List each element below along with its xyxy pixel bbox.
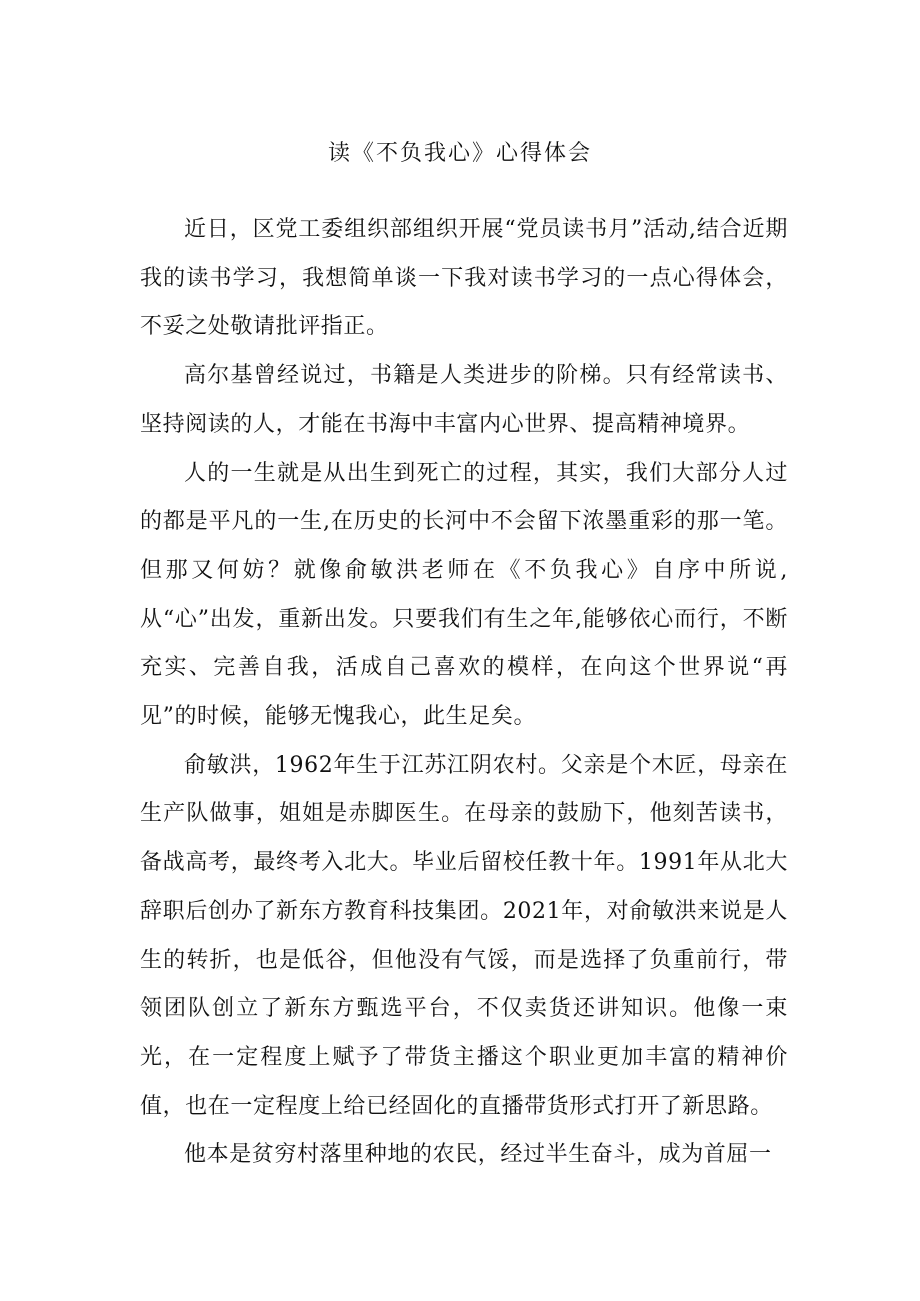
document-body [140,206,788,1180]
paragraph-farmer-origin: 他本是贫穷村落里种地的农民，经过半生奋斗，成为首屈一 [184,1142,772,1168]
paragraph-reading-month: 近日，区党工委组织部组织开展“党员读书月”活动,结合近期我的读书学习，我想简单谈一下我对读书学习的一点心得体会，不妥之处敬请批评指正。 [140,217,788,340]
paragraph-ordinary-life: 人的一生就是从出生到死亡的过程，其实，我们大部分人过的都是平凡的一生,在历史的长河中不会留下浓墨重彩的那一笔。但那又何妨？就像俞敏洪老师在《不负我心》自序中所说,从“心”出发，重新出发。只要我们有生之年,能够依心而行，不断充实、完善自我，活成自己喜欢的模样，在向这个世界说“再见”的时候，能够无愧我心，此生足矣。 [140,460,788,730]
paragraph-yu-minhong-bio: 俞敏洪，1962年生于江苏江阴农村。父亲是个木匠，母亲在生产队做事，姐姐是赤脚医生。在母亲的鼓励下，他刻苦读书，备战高考，最终考入北大。毕业后留校任教十年。1991年从北大辞职后创办了新东方教育科技集团。2021年，对俞敏洪来说是人生的转折，也是低谷，但他没有气馁，而是选择了负重前行，带领团队创立了新东方甄选平台，不仅卖货还讲知识。他像一束光，在一定程度上赋予了带货主播这个职业更加丰富的精神价值，也在一定程度上给已经固化的直播带货形式打开了新思路。 [140,752,788,1119]
document-title: 读《不负我心》心得体会 [327,141,592,166]
paragraph-gorky-quote: 高尔基曾经说过，书籍是人类进步的阶梯。只有经常读书、坚持阅读的人，才能在书海中丰富内心世界、提高精神境界。 [140,363,788,437]
